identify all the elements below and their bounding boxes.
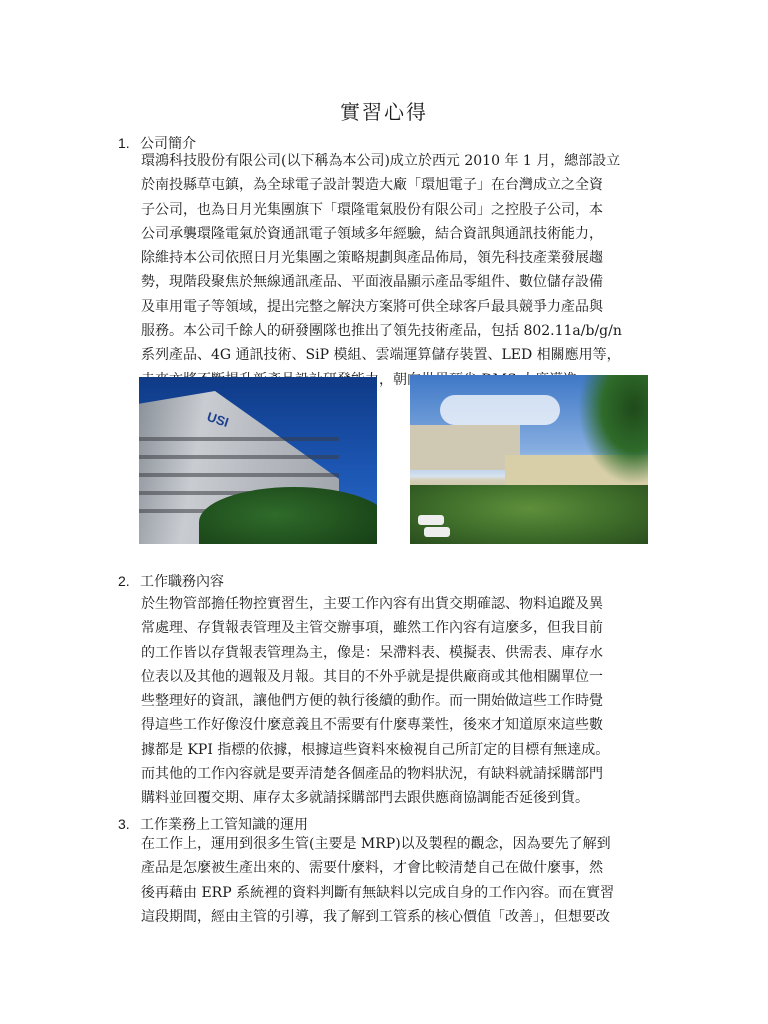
paragraph-line: 產品是怎麼被生產出來的、需要什麼料，才會比較清楚自己在做什麼事，然 [141,860,603,877]
company-building-photo [139,377,377,544]
paragraph-line: 公司承襲環隆電氣於資通訊電子領域多年經驗，結合資訊與通訊技術能力， [141,225,603,242]
paragraph-line: 勢，現階段聚焦於無線通訊產品、平面液晶顯示產品零組件、數位儲存設備 [141,274,603,291]
section-1-paragraph [141,149,651,392]
cloud [440,395,560,425]
paragraph-line: 位表以及其他的週報及月報。其目的不外乎就是提供廠商或其他相關單位一 [141,668,603,685]
paragraph-line: 除維持本公司依照日月光集團之策略規劃與產品佈局，領先科技產業發展趨 [141,250,603,267]
paragraph-line: 環鴻科技股份有限公司(以下稱為本公司)成立於西元 2010 年 1 月，總部設立 [141,153,621,169]
paragraph-line: 子公司，也為日月光集團旗下「環隆電氣股份有限公司」之控股子公司，本 [141,201,603,218]
section-2-title: 工作職務內容 [140,574,224,590]
paragraph-line: 系列產品、4G 通訊技術、SiP 模組、雲端運算儲存裝置、LED 相關應用等， [141,347,621,364]
campus-garden-photo [410,375,648,544]
page-title: 實習心得 [340,100,428,124]
office-building [410,425,520,470]
paragraph-line: 在工作上，運用到很多生管(主要是 MRP)以及製程的觀念，因為要先了解到 [141,836,611,852]
section-3-number: 3. [118,816,130,832]
section-1-title: 公司簡介 [140,136,196,152]
paragraph-line: 得這些工作好像沒什麼意義且不需要有什麼專業性，後來才知道原來這些數 [141,717,603,734]
paragraph-line: 這段期間，經由主管的引導，我了解到工管系的核心價值「改善」，但想要改 [141,908,610,925]
section-3-paragraph [141,832,651,929]
paragraph-line: 據都是 KPI 指標的依據，根據這些資料來檢視自己所訂定的目標有無達成。 [141,741,610,758]
section-2-heading [118,571,224,591]
paragraph-line: 後再藉由 ERP 系統裡的資料判斷有無缺料以完成自身的工作內容。而在實習 [141,884,615,901]
section-2-number: 2. [118,573,130,589]
building-logo: USI [205,409,231,430]
car [424,527,450,537]
section-2-paragraph [141,592,651,811]
palm-tree [578,375,648,485]
paragraph-line: 的工作皆以存貨報表管理為主，像是：呆滯料表、模擬表、供需表、庫存水 [141,644,603,661]
section-3-heading [118,814,308,834]
paragraph-line: 於南投縣草屯鎮，為全球電子設計製造大廠「環旭電子」在台灣成立之全資 [141,177,603,194]
section-3-title: 工作業務上工管知識的運用 [140,817,308,833]
car [418,515,444,525]
paragraph-line: 及車用電子等領域，提出完整之解決方案將可供全球客戶最具競爭力產品與 [141,298,603,315]
paragraph-line: 些整理好的資訊，讓他們方便的執行後續的動作。而一開始做這些工作時覺 [141,693,603,710]
paragraph-line: 常處理、存貨報表管理及主管交辦事項，雖然工作內容有這麼多，但我目前 [141,620,603,637]
paragraph-line: 於生物管部擔任物控實習生，主要工作內容有出貨交期確認、物料追蹤及異 [141,596,603,612]
paragraph-line: 購料並回覆交期、庫存太多就請採購部門去跟供應商協調能否延後到貨。 [141,790,589,807]
paragraph-line: 服務。本公司千餘人的研發團隊也推出了領先技術產品，包括 802.11a/b/g/n [141,323,622,340]
paragraph-line: 而其他的工作內容就是要弄清楚各個產品的物料狀況，有缺料就請採購部門 [141,766,603,783]
section-1-number: 1. [118,135,130,151]
